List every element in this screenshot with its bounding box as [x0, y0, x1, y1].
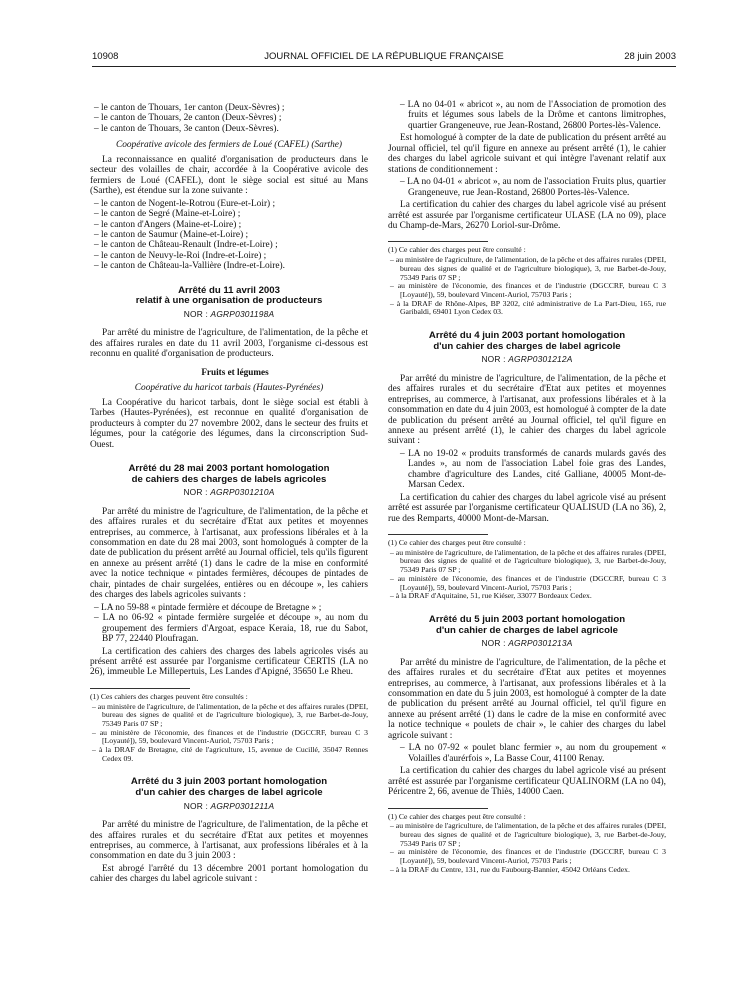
arrete-heading: Arrêté du 3 juin 2003 portant homologation d'un cahier des charges de label agricole	[130, 776, 328, 799]
list-item: – LA no 04-01 « abricot », au nom de l'Association de promotion des fruits et légumes sous labels de la Drôme et cantons limitrophes, quartier Grangeneuve, rue Jean-Rostand, 26800 Portes-lès-Valence.	[400, 100, 666, 131]
footnote-intro: (1) Ce cahier des charges peut être consulté :	[388, 811, 526, 821]
nor-reference: NOR : AGRP0301211A	[183, 800, 275, 811]
list-item: – à la DRAF de Bretagne, cité de l'agriculture, 15, avenue de Cucillé, 35047 Rennes Cedex 09.	[92, 745, 368, 763]
list-item: – le canton de Nogent-le-Rotrou (Eure-et-Loir) ;	[94, 198, 276, 209]
list-item: – au ministère de l'agriculture, de l'alimentation, de la pêche et des affaires rurales (DPEI, bureau des signes de qualité et de l'agriculture biologique), 3, rue Barbet-de-Jouy, 75349 Paris 07 SP ;	[390, 547, 666, 575]
list-item: – au ministère de l'économie, des finances et de l'industrie (DGCCRF, bureau C 3 [Loyauté]), 59, boulevard Vincent-Auriol, 75703 Paris ;	[390, 281, 666, 299]
list-item: – le canton de Thouars, 2e canton (Deux-Sèvres) ;	[94, 113, 282, 124]
canton-list-cafel	[90, 199, 368, 272]
footnote-separator	[388, 534, 488, 535]
arrete-paragraph: Est abrogé l'arrêté du 13 décembre 2001 portant homologation du cahier des charges du label agricole suivant :	[90, 863, 368, 885]
nor-reference: NOR : AGRP0301210A	[183, 487, 275, 498]
list-item: – LA no 07-92 « poulet blanc fermier », au nom du groupement « Volailles d'aurérfois », La Basse Cour, 41100 Renay.	[400, 743, 666, 764]
arrete-paragraph: La certification du cahier des charges du label agricole visé au présent arrêté est assurée par l'organisme certificateur ULASE (LA no 09), place du Champ-de-Mars, 26270 Loriol-sur-Drôme.	[388, 200, 666, 231]
footnote	[90, 693, 368, 764]
footnote-separator	[388, 808, 488, 809]
arrete-heading: Arrêté du 11 avril 2003 relatif à une organisation de producteurs	[135, 284, 323, 307]
list-item: – LA no 06-92 « pintade fermière surgelée et découpe », au nom du groupement des fermiers d'Argoat, espace Keraia, 18, rue du Sabot, BP 77, 22440 Ploufragan.	[94, 613, 368, 645]
arrete-paragraph: La certification du cahier des charges du label agricole visé au présent arrêté est assurée par l'organisme certificateur QUALISUD (LA no 36), 2, rue des Remparts, 40000 Mont-de-Marsan.	[388, 492, 666, 524]
list-item: – le canton d'Angers (Maine-et-Loire) ;	[94, 219, 242, 230]
issue-date: 28 juin 2003	[624, 51, 676, 62]
left-column	[90, 103, 368, 887]
list-item: – le canton de Thouars, 1er canton (Deux-Sèvres) ;	[94, 103, 285, 113]
label-list	[90, 603, 368, 645]
coop-title: Coopérative avicole des fermiers de Loué (CAFEL) (Sarthe)	[115, 140, 343, 151]
list-item: – à la DRAF d'Aquitaine, 51, rue Kiéser, 33077 Bordeaux Cedex.	[390, 591, 592, 601]
footnote-intro: (1) Ces cahiers des charges peuvent être consultés :	[90, 691, 248, 701]
coop-title: Coopérative du haricot tarbais (Hautes-Pyrénées)	[134, 383, 324, 394]
label-list	[388, 743, 666, 764]
arrete-heading: Arrêté du 4 juin 2003 portant homologation d'un cahier des charges de label agricole	[428, 330, 626, 352]
coop-paragraph: La reconnaissance en qualité d'organisation de producteurs dans le secteur des volailles de chair, accordée à la Coopérative avicole des fermiers de Loué (CAFEL), dont le siège social est situé au Mans (Sarthe), est étendue sur la zone suivante :	[90, 154, 368, 197]
section-heading: Fruits et légumes	[201, 366, 269, 377]
list-item: – au ministère de l'agriculture, de l'alimentation, de la pêche et des affaires rurales (DPEI, bureau des signes de qualité et de l'agriculture biologique), 3, rue Barbet-de-Jouy, 75349 Paris 07 SP ;	[92, 701, 368, 728]
arrete-paragraph: Par arrêté du ministre de l'agriculture, de l'alimentation, de la pêche et des affaires rurales et du secrétaire d'Etat aux petites et moyennes entreprises, au commerce, à l'artisanat, aux professions libérales et à la consommation en date du 5 juin 2003, est homologué à compter de la date de publication du présent arrêté au Journal officiel, tel qu'il figure en annexe au présent arrêté (1) dans le cadre de la mise en conformité avec la notice technique « poulets de chair », le cahier des charges du label agricole suivant :	[388, 657, 666, 741]
page-header	[92, 51, 676, 65]
footnote-intro: (1) Ce cahier des charges peut être consulté :	[388, 538, 526, 548]
header-rule	[92, 66, 676, 67]
arrete-paragraph: Par arrêté du ministre de l'agriculture, de l'alimentation, de la pêche et des affaires rurales en date du 11 avril 2003, l'organisme ci-dessous est reconnu en qualité d'organisation de producteurs.	[90, 328, 368, 360]
list-item: – LA no 59-88 « pintade fermière et découpe de Bretagne » ;	[94, 602, 322, 613]
nor-reference: NOR : AGRP0301212A	[481, 354, 573, 365]
journal-title: JOURNAL OFFICIEL DE LA RÉPUBLIQUE FRANÇAISE	[264, 51, 504, 62]
label-list	[388, 449, 666, 491]
label-list	[388, 100, 666, 131]
footnote-separator	[90, 688, 190, 689]
list-item: – le canton de Saumur (Maine-et-Loire) ;	[94, 229, 249, 240]
arrete-paragraph: La certification du cahier des charges du label agricole visé au présent arrêté est assurée par l'organisme certificateur QUALINORM (LA no 04), Péricentre 2, 66, avenue de Thiès, 14000 Caen.	[388, 766, 666, 798]
list-item: – le canton de Segré (Maine-et-Loire) ;	[94, 209, 241, 220]
list-item: – au ministère de l'agriculture, de l'alimentation, de la pêche et des affaires rurales (DPEI, bureau des signes de qualité et de l'agriculture biologique), 3, rue Barbet-de-Jouy, 75349 Paris 07 SP ;	[390, 821, 666, 848]
footnote	[388, 246, 666, 317]
arrete-paragraph: Par arrêté du ministre de l'agriculture, de l'alimentation, de la pêche et des affaires rurales et du secrétaire d'Etat aux petites et moyennes entreprises, au commerce, à l'artisanat, aux professions libérales et à la consommation en date du 3 juin 2003 :	[90, 820, 368, 862]
arrete-paragraph: Par arrêté du ministre de l'agriculture, de l'alimentation, de la pêche et des affaires rurales et du secrétaire d'Etat aux petites et moyennes entreprises, au commerce, à l'artisanat, aux professions libérales et à la consommation en date du 4 juin 2003, est homologué à compter de la date de publication du présent arrêté au Journal officiel, tel qu'il figure en annexe au présent arrêté (1), le cahier des charges du label agricole suivant :	[388, 373, 666, 447]
page-number: 10908	[92, 51, 119, 62]
list-item: – au ministère de l'agriculture, de l'alimentation, de la pêche et des affaires rurales (DPEI, bureau des signes de qualité et de l'agriculture biologique), 3, rue Barbet-de-Jouy, 75349 Paris 07 SP ;	[390, 255, 666, 282]
arrete-paragraph: La Coopérative du haricot tarbais, dont le siège social est établi à Tarbes (Hautes-Pyrénées), est reconnue en qualité d'organisation de producteurs à compter du 27 novembre 2002, dans le secteur des fruits et légumes, pour la catégorie des légumes, dans la circonscription Sud-Ouest.	[90, 397, 368, 450]
right-column	[388, 100, 666, 876]
nor-reference: NOR : AGRP0301213A	[481, 638, 573, 649]
arrete-paragraph: La certification des cahiers des charges des labels agricoles visés au présent arrêté est assurée par l'organisme certificateur CERTIS (LA no 26), immeuble Le Millepertuis, Les Landes d'Apigné, 35650 Le Rheu.	[90, 646, 368, 678]
label-list	[388, 177, 666, 198]
list-item: – au ministère de l'économie, des finances et de l'industrie (DGCCRF, bureau C 3 [Loyauté]), 59, boulevard Vincent-Auriol, 75703 Paris ;	[390, 573, 666, 592]
list-item: – à la DRAF de Rhône-Alpes, BP 3202, cité administrative de La Part-Dieu, 165, rue Garibaldi, 69401 Lyon Cedex 03.	[390, 298, 666, 317]
arrete-paragraph: Par arrêté du ministre de l'agriculture, de l'alimentation, de la pêche et des affaires rurales et du secrétaire d'Etat aux petites et moyennes entreprises, au commerce, à l'artisanat, aux professions libérales et à la consommation en date du 28 mai 2003, sont homologués à compter de la date de publication du présent arrêté au Journal officiel, tels qu'ils figurent en annexe au présent arrêté (1) dans le cadre de la mise en conformité avec la notice technique « pintades fermières, découpes de pintades de chair, pintades de chair surgelées, entières ou en découpe », les cahiers des charges des labels agricoles suivants :	[90, 506, 368, 601]
nor-reference: NOR : AGRP0301198A	[183, 308, 275, 319]
arrete-heading: Arrêté du 5 juin 2003 portant homologation d'un cahier de charges de label agricole	[428, 613, 626, 636]
canton-list-thouars	[90, 103, 368, 134]
list-item: – à la DRAF du Centre, 131, rue du Faubourg-Bannier, 45042 Orléans Cedex.	[390, 864, 630, 874]
list-item: – le canton de Château-la-Vallière (Indre-et-Loire).	[94, 261, 285, 272]
footnote	[388, 813, 666, 875]
footnote-intro: (1) Ce cahier des charges peut être consulté :	[388, 245, 526, 255]
list-item: – LA no 19-02 « produits transformés de canards mulards gavés des Landes », au nom de l'association Label foie gras des Landes, chambre d'agriculture des Landes, cité Galliane, 40005 Mont-de-Marsan Cedex.	[400, 448, 666, 491]
arrete-heading: Arrêté du 28 mai 2003 portant homologation de cahiers des charges de labels agricoles	[128, 462, 330, 485]
arrete-paragraph: Est homologué à compter de la date de publication du présent arrêté au Journal officiel, tel qu'il figure en annexe au présent arrêté (1), le cahier des charges du label agricole suivant et qui intègre l'avenant relatif aux stations de conditionnement :	[388, 133, 666, 175]
list-item: – au ministère de l'économie, des finances et de l'industrie (DGCCRF, bureau C 3 [Loyauté]), 59, boulevard Vincent-Auriol, 75703 Paris ;	[390, 847, 666, 866]
list-item: – le canton de Thouars, 3e canton (Deux-Sèvres).	[94, 123, 279, 134]
list-item: – le canton de Château-Renault (Indre-et-Loire) ;	[94, 240, 278, 251]
list-item: – le canton de Neuvy-le-Roi (Indre-et-Loire) ;	[94, 250, 267, 261]
footnote	[388, 539, 666, 601]
list-item: – au ministère de l'économie, des finances et de l'industrie (DGCCRF, bureau C 3 [Loyauté]), 59, boulevard Vincent-Auriol, 75703 Paris ;	[92, 727, 368, 746]
list-item: – LA no 04-01 « abricot », au nom de l'association Fruits plus, quartier Grangeneuve, rue Jean-Rostand, 26800 Portes-lès-Valence.	[400, 177, 666, 198]
footnote-separator	[388, 241, 488, 242]
